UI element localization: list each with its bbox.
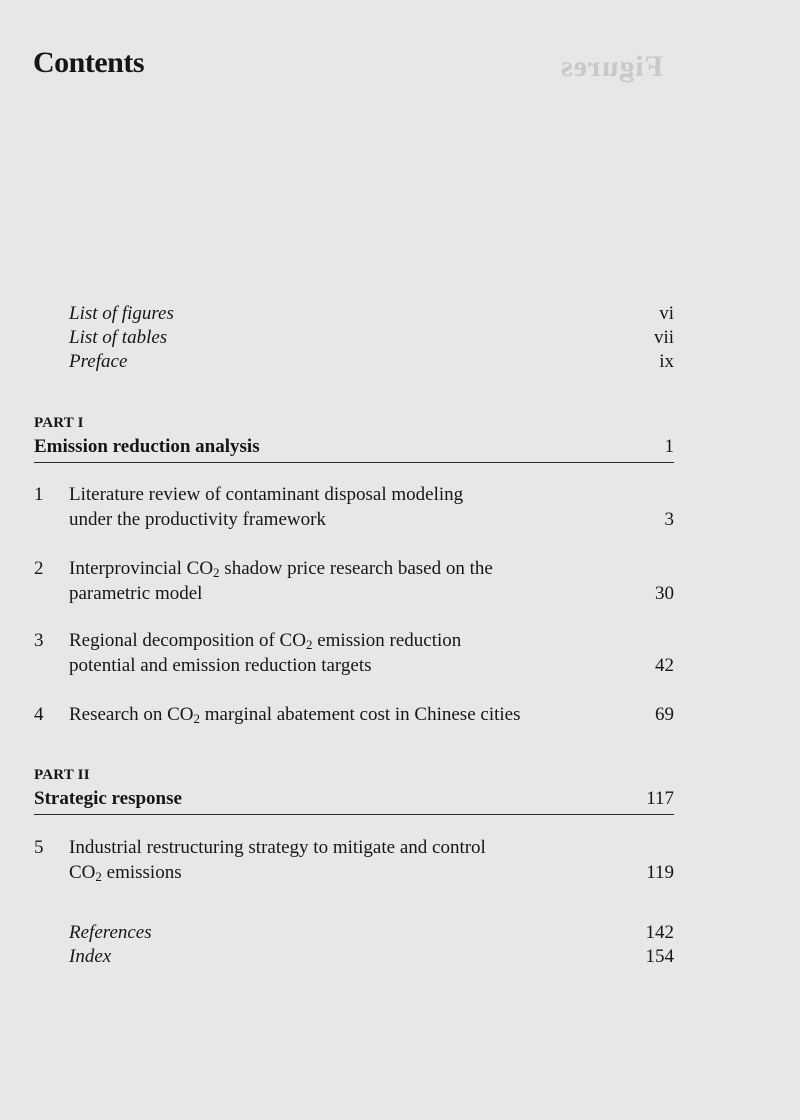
toc-entry-page: 119 [646,862,674,883]
toc-entry-page: 69 [655,704,674,725]
part-divider [34,462,674,463]
chapter-title-line-1: Research on $CO_2$ marginal abatement cost in Chinese cities [69,704,521,726]
toc-entry-label: Index [69,946,112,967]
part-divider [34,814,674,815]
part-title: Strategic response [34,788,182,809]
toc-entry-page: 42 [655,655,674,676]
show-through-heading: Figures [560,50,664,83]
chapter-number: 3 [34,630,44,651]
part-label: PART II [34,767,90,783]
chapter-number: 2 [34,558,44,579]
chapter-title-line-2: $CO_2$ emissions [69,862,182,884]
toc-entry-page: 3 [664,509,674,530]
toc-entry-label: References [69,922,152,943]
chapter-title-line-1: Literature review of contaminant disposal modeling [69,484,464,505]
toc-entry-label: List of tables [69,327,168,348]
chapter-title-line-1: Interprovincial $CO_2$ shadow price research based on the [69,558,493,580]
chapter-title-line-2: under the productivity framework [69,509,326,530]
chapter-title-line-1: Regional decomposition of $CO_2$ emission reduction [69,630,462,652]
chapter-title-line-1: Industrial restructuring strategy to mitigate and control [69,837,486,858]
part-label: PART I [34,415,84,431]
toc-entry-label: Preface [69,351,128,372]
toc-entry-page: ix [659,351,674,372]
toc-entry-page: 30 [655,583,674,604]
toc-entry-page: 154 [645,946,674,967]
toc-entry-page: 1 [664,436,674,457]
part-title: Emission reduction analysis [34,436,260,457]
page-title: Contents [33,46,145,79]
toc-entry-page: 117 [646,788,674,809]
chapter-title-line-2: parametric model [69,583,203,604]
chapter-number: 5 [34,837,44,858]
chapter-number: 1 [34,484,44,505]
toc-entry-label: List of figures [69,303,174,324]
toc-entry-page: 142 [645,922,674,943]
chapter-number: 4 [34,704,44,725]
toc-entry-page: vi [659,303,674,324]
toc-entry-page: vii [653,327,674,348]
chapter-title-line-2: potential and emission reduction targets [69,655,372,676]
